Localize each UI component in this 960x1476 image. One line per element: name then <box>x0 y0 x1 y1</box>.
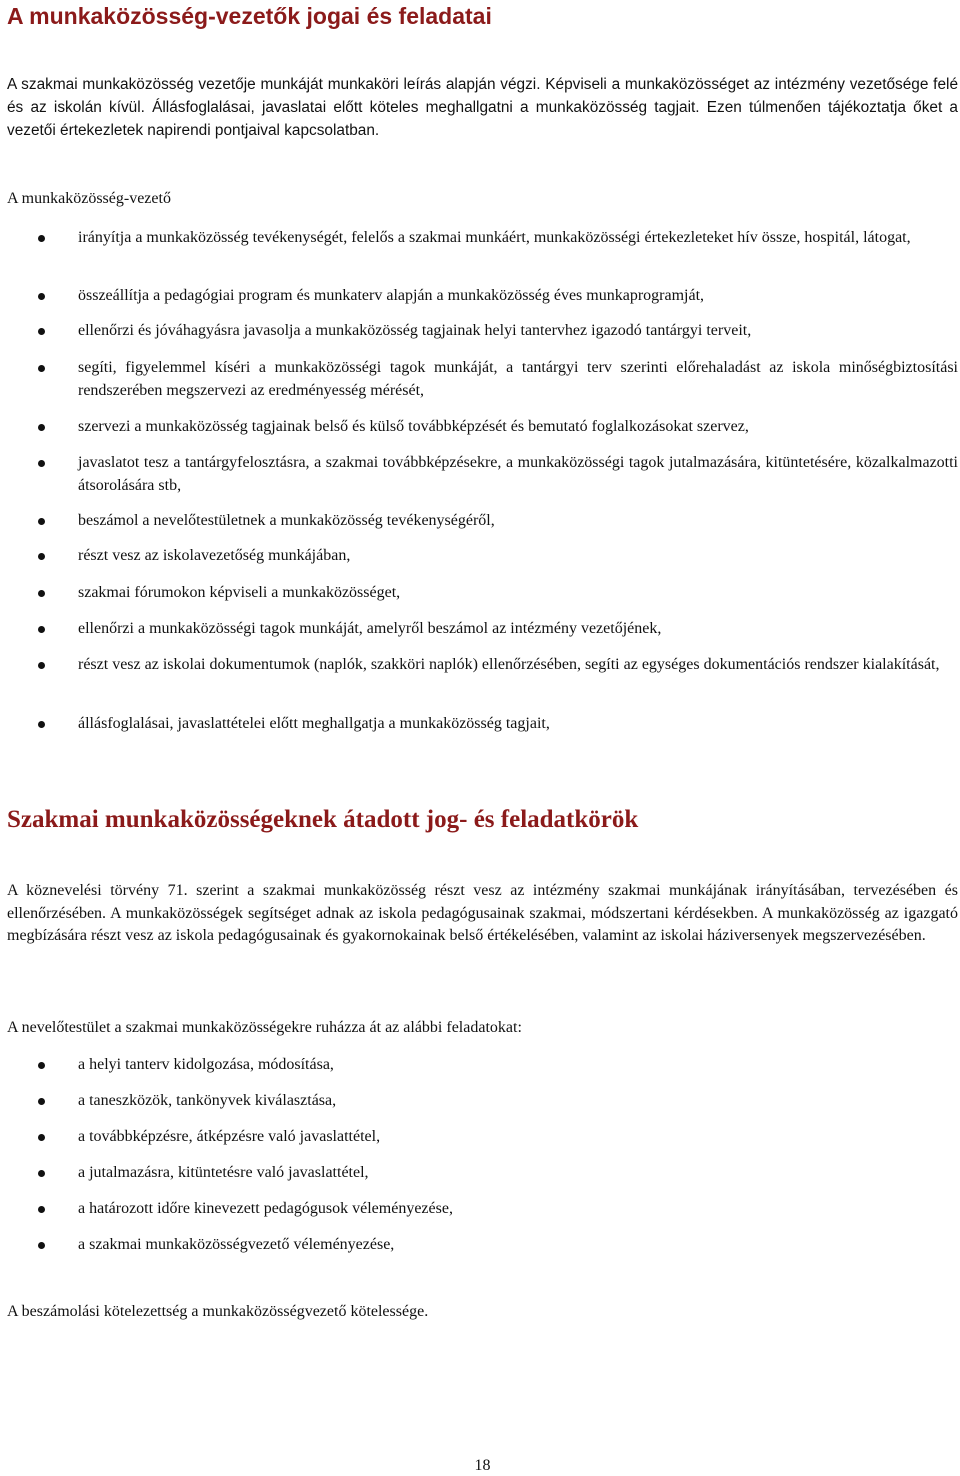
list-item <box>7 416 958 439</box>
page-number: 18 <box>474 1457 491 1474</box>
list-item-text: javaslatot tesz a tantárgyfelosztásra, a szakmai továbbképzésekre, a munkaközösségi tagok jutalmazására, kitüntetésére, közalkalmazotti átsorolására stb, <box>78 454 958 494</box>
list-item-text: szervezi a munkaközösség tagjainak belső és külső továbbképzését és bemutató foglalkozásokat szervez, <box>78 418 749 435</box>
bullet-icon <box>38 424 45 431</box>
closing-paragraph: A beszámolási kötelezettség a munkaközösségvezető kötelessége. <box>7 1303 429 1320</box>
list-item <box>7 510 958 533</box>
list-item-text: összeállítja a pedagógiai program és munkaterv alapján a munkaközösség éves munkaprogramját, <box>78 287 705 304</box>
list-item-text: a helyi tanterv kidolgozása, módosítása, <box>78 1056 334 1073</box>
bullet-icon <box>38 1206 45 1213</box>
list-item-text: beszámol a nevelőtestületnek a munkaközösség tevékenységéről, <box>78 512 495 529</box>
list-item <box>7 545 958 568</box>
bullet-icon <box>38 293 45 300</box>
list-item-text: a taneszközök, tankönyvek kiválasztása, <box>78 1092 337 1109</box>
list-item-text: részt vesz az iskolai dokumentumok (naplók, szakköri naplók) ellenőrzésében, segíti az egységes dokumentációs rendszer kialakítását, <box>78 656 940 673</box>
list-item-text: segíti, figyelemmel kíséri a munkaközösségi tagok munkáját, a tantárgyi terv szerinti előrehaladást az iskola minőségbiztosítási rendszerében megszervezi az eredményesség mérését, <box>78 359 958 399</box>
bullet-icon <box>38 1170 45 1177</box>
list-item <box>7 320 958 343</box>
list-lead: A munkaközösség-vezető <box>7 190 171 207</box>
list-item <box>7 1162 958 1185</box>
bullet-icon <box>38 235 45 242</box>
list-item-text: ellenőrzi a munkaközösségi tagok munkáját, amelyről beszámol az intézmény vezetőjének, <box>78 620 662 637</box>
bullet-icon <box>38 721 45 728</box>
list-item <box>7 357 958 402</box>
list-item <box>7 713 958 736</box>
law-paragraph: A köznevelési törvény 71. szerint a szakmai munkaközösség részt vesz az intézmény szakmai munkájának irányításában, tervezésében és ellenőrzésében. A munkaközösségek segítséget adnak az iskola pedagógusainak szakmai, módszertani kérdésekben. A munkaközösség az igazgató megbízására részt vesz az iskola pedagógusainak és gyakornokainak belső értékelésében, valamint az iskolai háziversenyek megszervezésében. <box>7 882 958 945</box>
list-item-text: a határozott időre kinevezett pedagógusok véleményezése, <box>78 1200 453 1217</box>
bullet-icon <box>38 1062 45 1069</box>
list-item <box>7 1090 958 1113</box>
bullet-icon <box>38 1242 45 1249</box>
list-item <box>7 227 958 250</box>
list-item <box>7 582 958 605</box>
list-item-text: részt vesz az iskolavezetőség munkájában, <box>78 547 351 564</box>
list-item-text: ellenőrzi és jóváhagyásra javasolja a munkaközösség tagjainak helyi tantervhez igazodó tantárgyi terveit, <box>78 322 752 339</box>
list-item <box>7 1054 958 1077</box>
bullet-icon <box>38 590 45 597</box>
list-item <box>7 1126 958 1149</box>
list-item-text: a szakmai munkaközösségvezető véleményezése, <box>78 1236 395 1253</box>
list-item-text: irányítja a munkaközösség tevékenységét, felelős a szakmai munkáért, munkaközösségi értekezleteket hív össze, hospitál, látogat, <box>78 229 911 246</box>
list-item <box>7 1234 958 1257</box>
list-item-text: szakmai fórumokon képviseli a munkaközösséget, <box>78 584 401 601</box>
list-item-text: a jutalmazásra, kitüntetésre való javaslattétel, <box>78 1164 369 1181</box>
list-item <box>7 285 958 308</box>
bullet-icon <box>38 553 45 560</box>
bullet-icon <box>38 365 45 372</box>
list-item <box>7 452 958 497</box>
bullet-icon <box>38 328 45 335</box>
list-item-text: állásfoglalásai, javaslattételei előtt meghallgatja a munkaközösség tagjait, <box>78 715 550 732</box>
bullet-icon <box>38 460 45 467</box>
bullet-icon <box>38 1134 45 1141</box>
bullet-icon <box>38 662 45 669</box>
list-item-text: a továbbképzésre, átképzésre való javaslattétel, <box>78 1128 381 1145</box>
bullet-icon <box>38 518 45 525</box>
bullet-icon <box>38 1098 45 1105</box>
delegation-lead: A nevelőtestület a szakmai munkaközösségekre ruházza át az alábbi feladatokat: <box>7 1019 522 1036</box>
list-item <box>7 1198 958 1221</box>
section-title-delegated-rights: Szakmai munkaközösségeknek átadott jog- és feladatkörök <box>7 806 639 833</box>
bullet-icon <box>38 626 45 633</box>
list-item <box>7 618 958 641</box>
section-title-leader-rights: A munkaközösség-vezetők jogai és feladatai <box>7 3 492 29</box>
list-item <box>7 654 958 677</box>
intro-paragraph: A szakmai munkaközösség vezetője munkáját munkaköri leírás alapján végzi. Képviseli a munkaközösséget az intézmény vezetősége felé és az iskolán kívül. Állásfoglalásai, javaslatai előtt köteles meghallgatni a munkaközösség tagjait. Ezen túlmenően tájékoztatja őket a vezetői értekezletek napirendi pontjaival kapcsolatban. <box>7 76 958 139</box>
